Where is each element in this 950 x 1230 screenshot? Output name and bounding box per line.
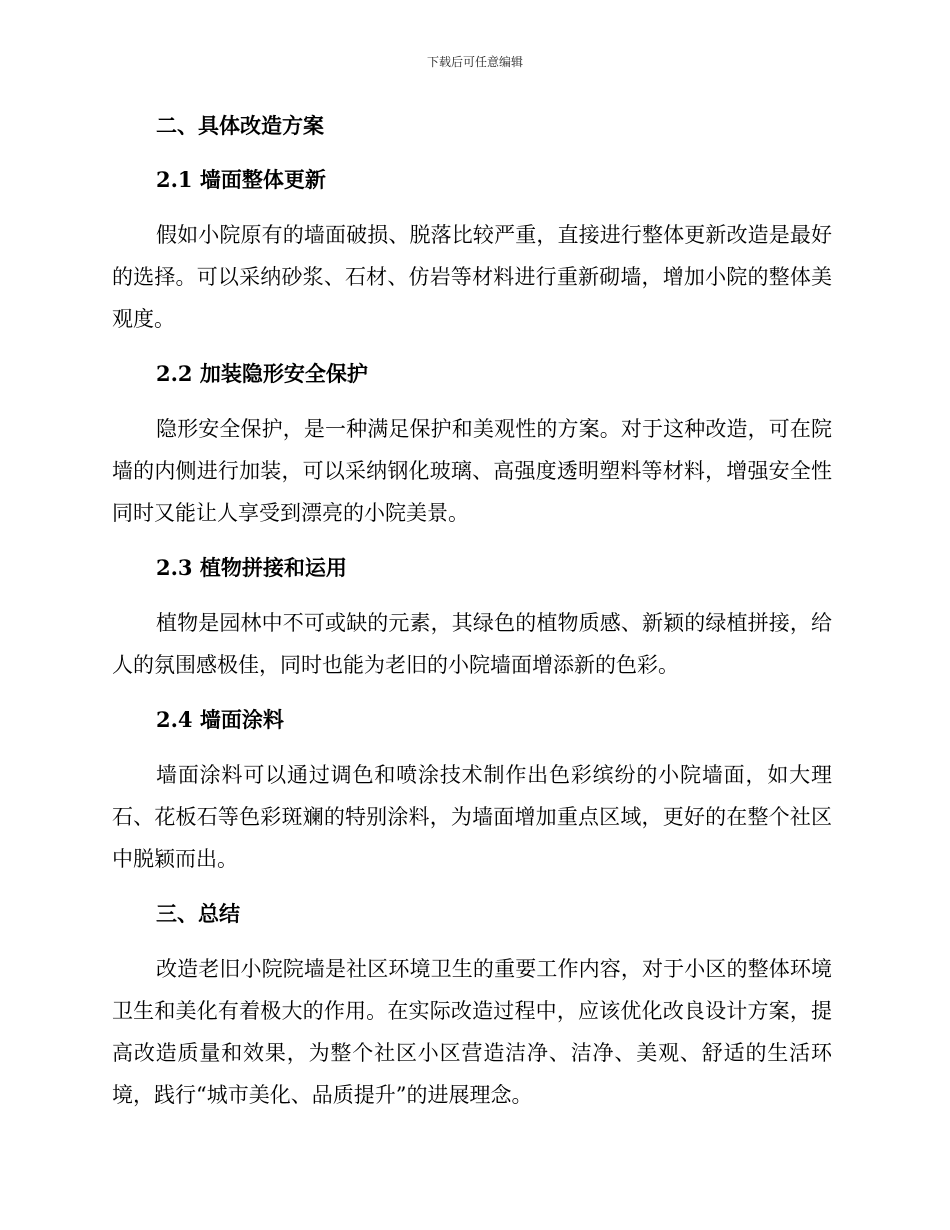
subsection-title-2-2: 2.2 加装隐形安全保护 <box>156 361 368 386</box>
page-header-note: 下载后可任意编辑 <box>426 55 523 69</box>
section-body-3: 改造老旧小院院墙是社区环境卫生的重要工作内容，对于小区的整体环境卫生和美化有着极大的作用。在实际改造过程中，应该优化改良设计方案，提高改造质量和效果，为整个社区小区营造洁净、洁净、美观、舒适的生活环境，践行“城市美化、品质提升”的进展理念。 <box>112 957 832 1107</box>
subsection-title-2-4: 2.4 墙面涂料 <box>156 707 284 732</box>
document-body <box>112 110 832 1134</box>
subsection-body-2-2: 隐形安全保护，是一种满足保护和美观性的方案。对于这种改造，可在院墙的内侧进行加装，可以采纳钢化玻璃、高强度透明塑料等材料，增强安全性同时又能让人享受到漂亮的小院美景。 <box>112 417 832 525</box>
subsection-title-2-3: 2.3 植物拼接和运用 <box>156 555 347 580</box>
subsection-body-2-4: 墙面涂料可以通过调色和喷涂技术制作出色彩缤纷的小院墙面，如大理石、花板石等色彩斑斓的特别涂料，为墙面增加重点区域，更好的在整个社区中脱颖而出。 <box>112 763 832 871</box>
subsection-title-2-1: 2.1 墙面整体更新 <box>156 167 326 192</box>
section-heading-3: 三、总结 <box>156 901 240 926</box>
subsection-body-2-1: 假如小院原有的墙面破损、脱落比较严重，直接进行整体更新改造是最好的选择。可以采纳砂浆、石材、仿岩等材料进行重新砌墙，增加小院的整体美观度。 <box>112 223 832 331</box>
subsection-body-2-3: 植物是园林中不可或缺的元素，其绿色的植物质感、新颖的绿植拼接，给人的氛围感极佳，同时也能为老旧的小院墙面增添新的色彩。 <box>112 611 832 677</box>
section-heading-2: 二、具体改造方案 <box>156 113 324 138</box>
